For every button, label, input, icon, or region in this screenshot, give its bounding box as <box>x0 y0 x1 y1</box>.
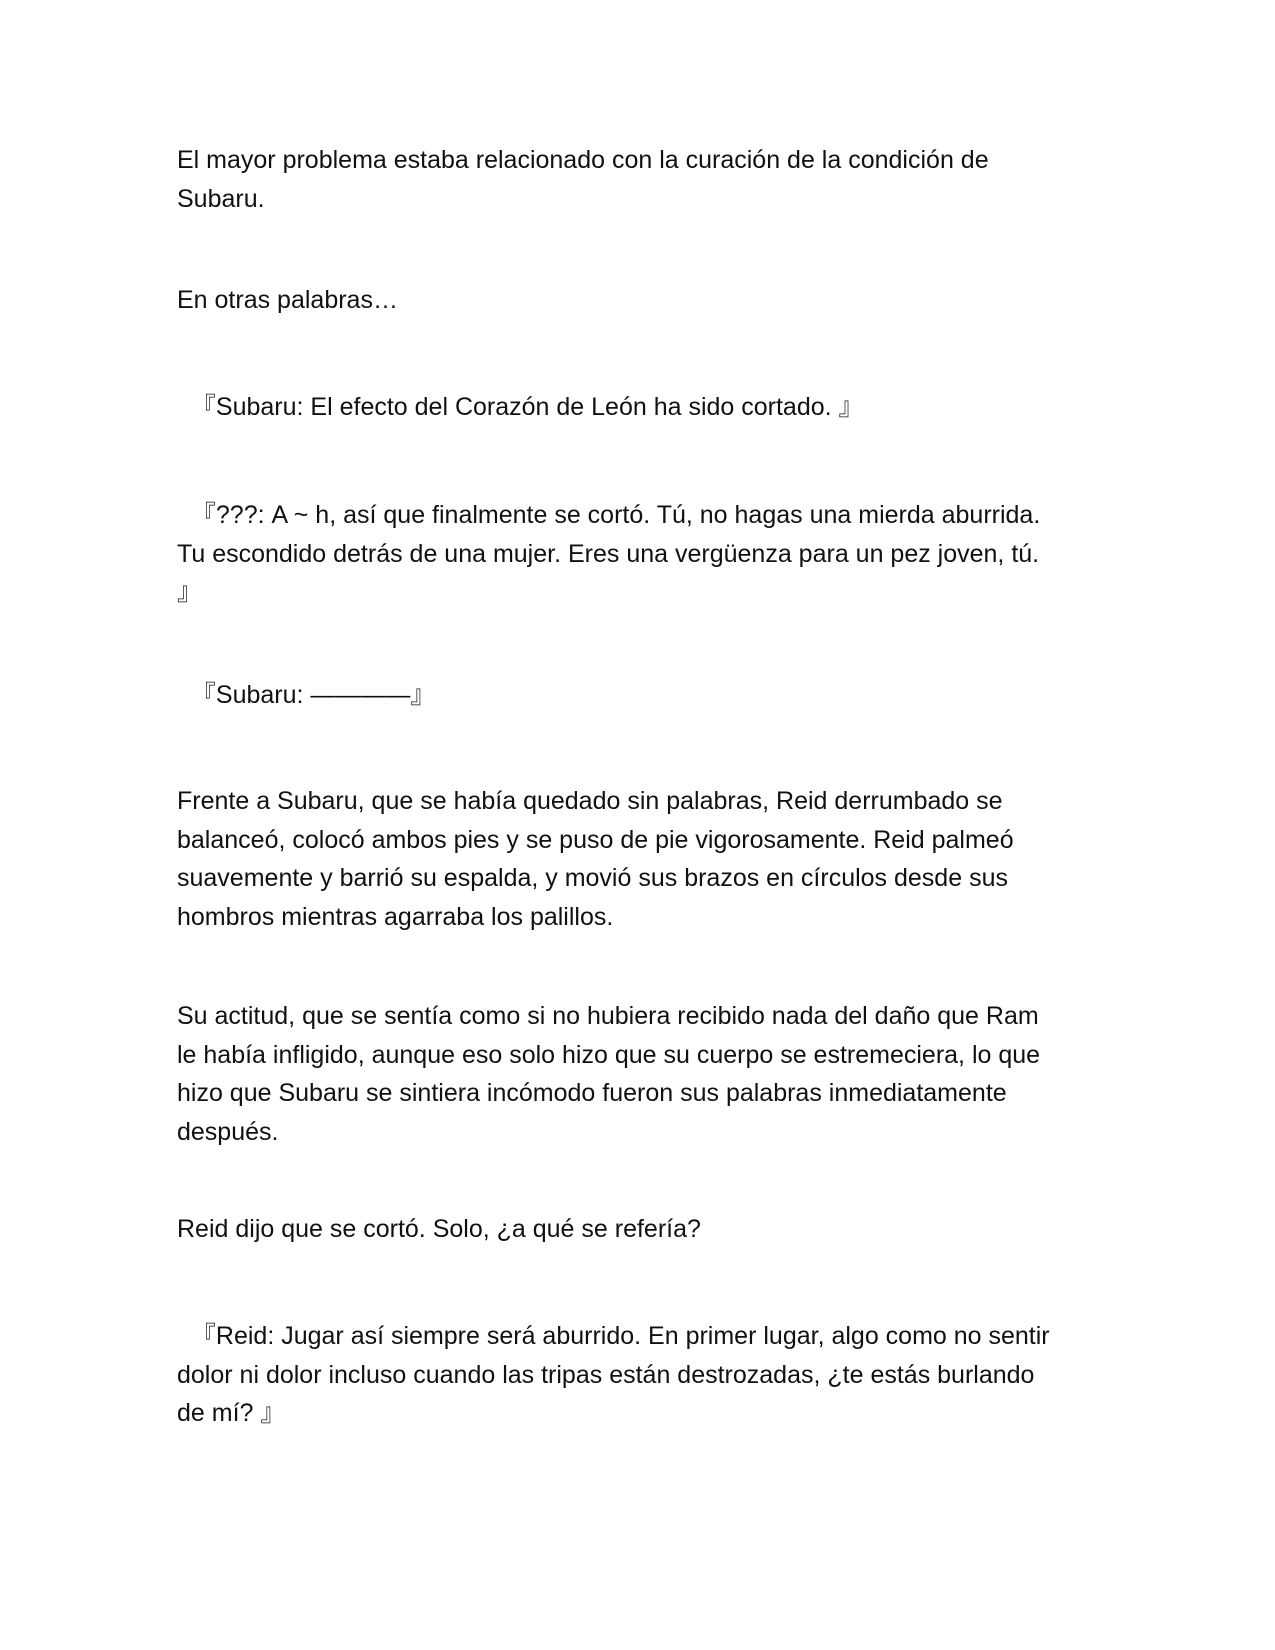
paragraph-problem: El mayor problema estaba relacionado con la curación de la condición de Subaru. <box>177 146 989 213</box>
dialogue-unknown: 『???: A ~ h, así que finalmente se cortó. Tú, no hagas una mierda aburrida. Tu escondido detrás de una mujer. Eres una vergüenza para un pez joven, tú. 』 <box>177 501 1041 606</box>
dialogue-subaru-2: 『Subaru: ————』 <box>177 681 436 709</box>
paragraph-in-other-words: En otras palabras… <box>177 286 398 314</box>
paragraph-reid-said: Reid dijo que se cortó. Solo, ¿a qué se refería? <box>177 1215 701 1243</box>
dialogue-subaru-1: 『Subaru: El efecto del Corazón de León ha sido cortado. 』 <box>177 393 864 421</box>
paragraph-reid-stands: Frente a Subaru, que se había quedado sin palabras, Reid derrumbado se balanceó, colocó ambos pies y se puso de pie vigorosamente. Reid palmeó suavemente y barrió su espalda, y movió sus brazos en círculos desde sus hombros mientras agarraba los palillos. <box>177 787 1014 931</box>
dialogue-reid: 『Reid: Jugar así siempre será aburrido. En primer lugar, algo como no sentir dolor ni dolor incluso cuando las tripas están destrozadas, ¿te estás burlando de mí? 』 <box>177 1322 1050 1427</box>
paragraph-attitude: Su actitud, que se sentía como si no hubiera recibido nada del daño que Ram le había infligido, aunque eso solo hizo que su cuerpo se estremeciera, lo que hizo que Subaru se sintiera incómodo fueron sus palabras inmediatamente después. <box>177 1002 1041 1146</box>
